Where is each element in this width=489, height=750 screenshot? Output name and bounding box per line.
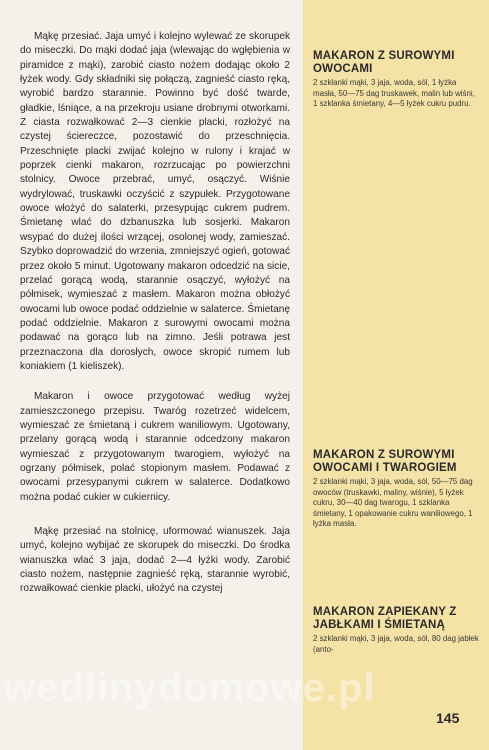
recipe-title: MAKARON Z SUROWYMI OWOCAMI I TWAROGIEM [313, 449, 457, 475]
recipe-box-3 [313, 606, 481, 655]
watermark: wedlinydomowe.pl [4, 666, 376, 710]
recipe-ingredients: 2 szklanki mąki, 3 jaja, woda, sól, 50—75 dag owoców (truskawki, maliny, wiśnie), 5 łyżek cukru, 30—40 dag twarogu, 1 szklanka śmietany, 1 opakowanie cukru waniliowego, 1 łyżka masła. [313, 477, 473, 529]
recipe-ingredients: 2 szklanki mąki, 3 jaja, woda, sól, 1 łyżka masła, 50—75 dag truskawek, malin lub wiśni, 1 szklanka śmietany, 4—5 łyżek cukru pudru. [313, 78, 475, 109]
recipe-title: MAKARON Z SUROWYMI OWOCAMI [313, 50, 455, 76]
recipe-box-1 [313, 50, 481, 110]
recipe-title: MAKARON ZAPIEKANY Z JABŁKAMI I ŚMIETANĄ [313, 606, 457, 632]
recipe-ingredients: 2 szklanki mąki, 3 jaja, woda, sól, 80 dag jabłek (anto- [313, 634, 479, 654]
instructions-paragraph-1: Mąkę przesiać. Jaja umyć i kolejno wylewać ze skorupek do miseczki. Do mąki dodać jaja (wlewając do wgłębienia w piramidce z mąki), zarobić ciasto nożem dodając około 2 łyżek wody. Gdy składniki się połączą, zagnieść ciasto ręką, wyrobić bardzo starannie. Powinno być dość twarde, gładkie, lśniące, a na przekroju usiane drobnymi otworkami. Z ciasta rozwałkować 2—3 cienkie placki, rozłożyć na czystej ściereczce, pozostawić do przeschnięcia. Przeschnięte placki zwijać kolejno w rulony i krajać w poprzek cienki makaron, rozrzucając po powierzchni stolnicy. Owoce przebrać, umyć, osączyć. Wiśnie wydrylować, truskawki oczyścić z szypułek. Przygotowane owoce włożyć do salaterki, przesypując cukrem pudrem. Śmietanę wlać do dzbanuszka lub sosjerki. Makaron wsypać do dużej ilości wrzącej, osolonej wody, zamieszać. Szybko doprowadzić do wrzenia, zmniejszyć ogień, gotować przez około 5 minut. Ugotowany makaron odcedzić na sicie, przelać gorącą wodą, starannie osączyć, wyłożyć na półmisek, wymieszać z masłem. Makaron można obłożyć owocami lub owoce podać oddzielnie w salaterce. Śmietanę podać oddzielnie. Makaron z surowymi owocami można podawać na gorąco lub na zimno. Jeśli potrawa jest przeznaczona dla dorosłych, owoce skropić rumem lub koniakiem (1 kieliszek). [20, 31, 290, 372]
instructions-column [20, 30, 290, 597]
page-number: 145 [436, 710, 460, 726]
recipe-box-2 [313, 449, 481, 529]
instructions-paragraph-2: Makaron i owoce przygotować według wyżej zamieszczonego przepisu. Twaróg rozetrzeć widelcem, wymieszać ze śmietaną i cukrem waniliowym. Ugotowany, przelany gorącą wodą i starannie odcedzony makaron wymieszać z przygotowanym twarogiem, wyłożyć na ogrzany półmisek, polać stopionym masłem. Podawać z owocami przesypanymi cukrem w salaterce. Dodatkowo można podać cukier w cukiernicy. [20, 391, 290, 503]
instructions-paragraph-3: Mąkę przesiać na stolnicę, uformować wianuszek. Jaja umyć, kolejno wybijać ze skorupek do miseczki. Do środka wianuszka wlać 3 jaja, dodać 2—4 łyżki wody. Zarobić ciasto nożem, następnie zagnieść ręką, starannie wyrobić, rozwałkować cienkie placki, ułożyć na czystej [20, 526, 290, 595]
